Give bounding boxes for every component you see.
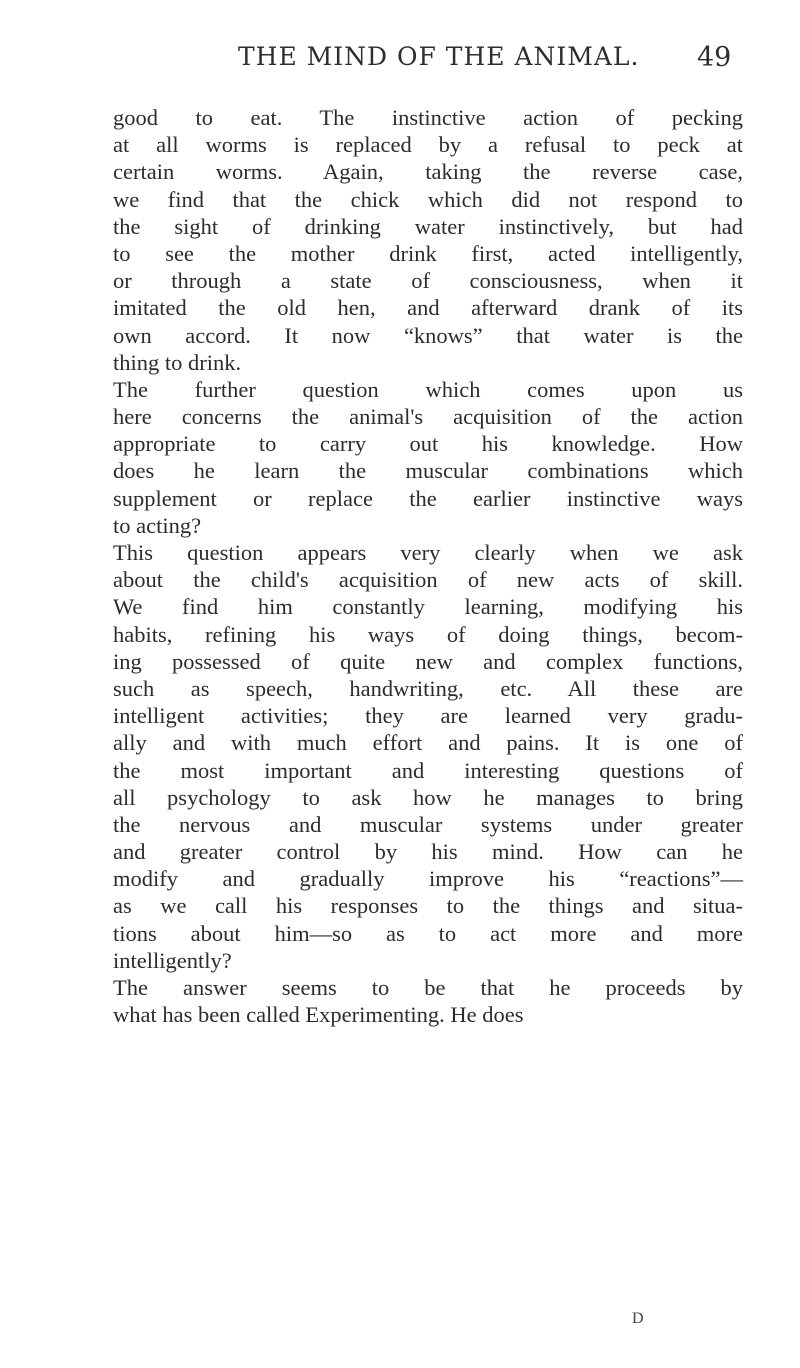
running-title: THE MIND OF THE ANIMAL. — [238, 42, 640, 71]
text-line: imitated the old hen, and afterward drank of its — [113, 295, 743, 321]
text-line: appropriate to carry out his knowledge. How — [113, 431, 743, 457]
text-line: to see the mother drink first, acted intelligently, — [113, 240, 743, 266]
text-line: This question appears very clearly when we ask — [113, 540, 743, 565]
text-line: here concerns the animal's acquisition of the action — [113, 404, 743, 430]
page-number: 49 — [697, 42, 732, 73]
text-line: about the child's acquisition of new acts of skill. — [113, 567, 743, 593]
text-line: intelligently? — [113, 947, 232, 973]
text-line: The further question which comes upon us — [113, 376, 743, 402]
text-line: such as speech, handwriting, etc. All these are — [113, 675, 743, 701]
body-text — [113, 104, 743, 1028]
text-line: The answer seems to be that he proceeds by — [113, 975, 743, 1000]
text-line: the nervous and muscular systems under greater — [113, 811, 743, 837]
text-line: to acting? — [113, 512, 202, 538]
running-head — [0, 42, 800, 82]
text-line: habits, refining his ways of doing things, becom- — [113, 621, 743, 647]
signature-mark: D — [632, 1310, 644, 1327]
text-line: the sight of drinking water instinctively, but had — [113, 213, 743, 239]
text-line: intelligent activities; they are learned very gradu- — [113, 703, 743, 729]
text-line: the most important and interesting questions of — [113, 757, 743, 783]
text-line: certain worms. Again, taking the reverse case, — [113, 159, 743, 185]
text-line: thing to drink. — [113, 349, 242, 375]
text-line: ally and with much effort and pains. It is one of — [113, 730, 743, 756]
text-line: all psychology to ask how he manages to bring — [113, 784, 743, 810]
text-line: does he learn the muscular combinations which — [113, 458, 743, 484]
text-line: as we call his responses to the things and situa- — [113, 893, 743, 919]
text-line: ing possessed of quite new and complex functions, — [113, 648, 743, 674]
text-line: and greater control by his mind. How can he — [113, 839, 743, 865]
text-line: or through a state of consciousness, when it — [113, 268, 743, 294]
text-line: what has been called Experimenting. He does — [113, 1002, 524, 1028]
text-line: we find that the chick which did not respond to — [113, 186, 743, 212]
text-line: tions about him—so as to act more and more — [113, 920, 743, 946]
text-line: modify and gradually improve his “reactions”— — [113, 866, 743, 892]
text-line: at all worms is replaced by a refusal to peck at — [113, 132, 743, 158]
text-line: supplement or replace the earlier instinctive ways — [113, 485, 743, 511]
text-line: own accord. It now “knows” that water is the — [113, 322, 743, 348]
text-line: good to eat. The instinctive action of pecking — [113, 105, 743, 130]
text-line: We find him constantly learning, modifying his — [113, 594, 743, 620]
